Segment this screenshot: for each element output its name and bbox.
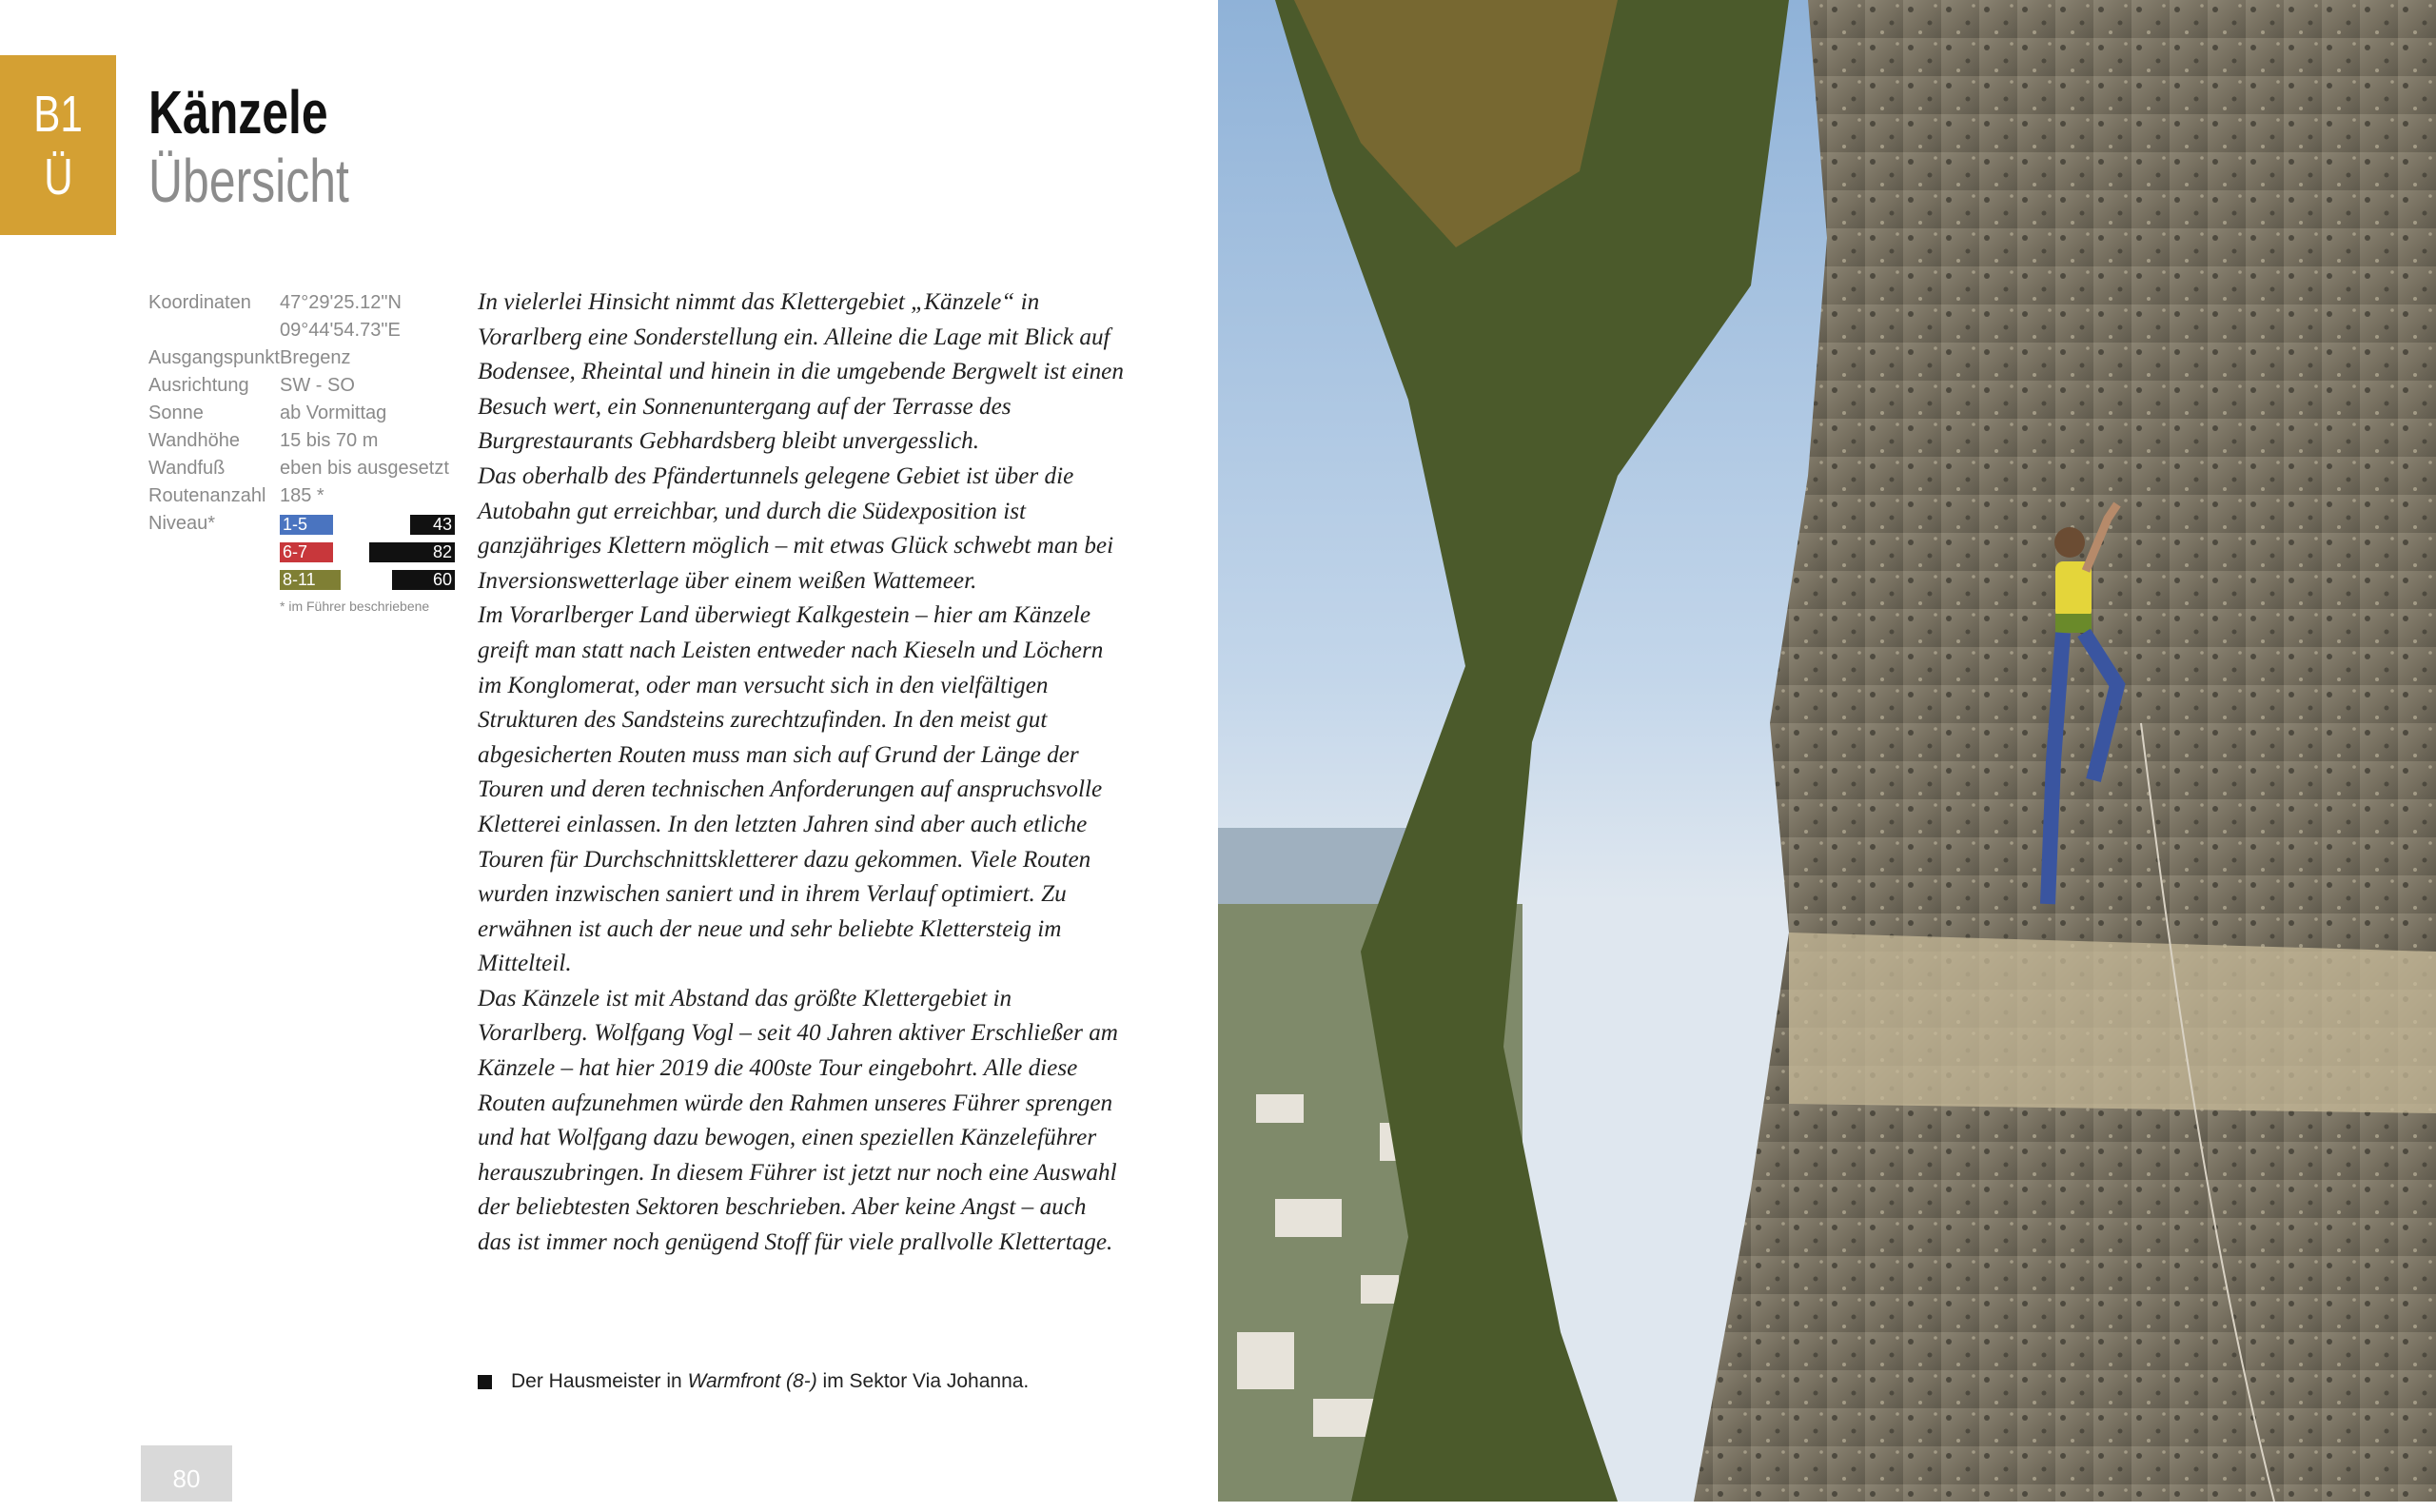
fact-label: Koordinaten	[148, 292, 251, 313]
niveau-label: Niveau*	[148, 513, 216, 534]
facts-table	[148, 289, 455, 616]
section-code: B1	[33, 85, 83, 143]
paragraph: Das oberhalb des Pfändertunnels gelegene Gebiet ist über die Autobahn gut erreichbar, und durch die Südexposition ist ganzjähriges Klettern möglich – mit etwas Glück schwebt man bei Inversionswetterlage über einem weißen Wattemeer.	[478, 462, 1114, 594]
title-block	[148, 78, 405, 215]
niveau-footnote: * im Führer beschriebene	[280, 599, 430, 614]
fact-value: ab Vormittag	[280, 403, 387, 423]
count-bar: 43	[410, 515, 455, 535]
fact-row	[148, 344, 455, 372]
fact-value: Bregenz	[280, 347, 351, 368]
fact-value: 09°44'54.73"E	[280, 320, 401, 341]
niveau-row	[148, 538, 455, 565]
fact-value: eben bis ausgesetzt	[280, 458, 449, 479]
fact-label: Routenanzahl	[148, 485, 266, 506]
fact-row	[148, 455, 455, 482]
count-bar: 60	[392, 570, 455, 590]
fact-label: Ausrichtung	[148, 375, 249, 396]
caption-route: Warmfront (8-)	[687, 1370, 817, 1392]
paragraph: Das Känzele ist mit Abstand das größte Klettergebiet in Vorarlberg. Wolfgang Vogl – seit 40 Jahren aktiver Erschließer am Känzele – hat hier 2019 die 400ste Tour eingebohrt. Alle diese Routen aufzunehmen würde den Rahmen unseres Führer sprengen und hat Wolfgang dazu bewogen, einen speziellen Känzeleführer herauszubringen. In diesem Führer ist jetzt nur noch eine Auswahl der beliebtesten Sektoren beschrieben. Aber keine Angst – auch das ist immer noch genügend Stoff für viele prallvolle Klettertage.	[478, 985, 1118, 1256]
photo-caption	[478, 1370, 1029, 1393]
fact-label	[148, 317, 280, 344]
fact-value: 15 bis 70 m	[280, 430, 379, 451]
fact-row	[148, 427, 455, 455]
body-text	[478, 285, 1125, 1261]
fact-label: Ausgangspunkt	[148, 347, 280, 368]
fact-row	[148, 289, 455, 317]
fact-row	[148, 400, 455, 427]
fact-row	[148, 317, 455, 344]
section-letter: Ü	[43, 147, 73, 206]
fact-label: Wandfuß	[148, 458, 226, 479]
caption-marker-icon	[478, 1375, 492, 1389]
fact-value: 47°29'25.12"N	[280, 292, 402, 313]
page-subtitle: Übersicht	[148, 147, 349, 215]
grade-chip: 1-5	[280, 515, 333, 535]
caption-prefix: Der Hausmeister in	[511, 1370, 688, 1392]
grade-chip: 6-7	[280, 542, 333, 562]
fact-label: Sonne	[148, 403, 204, 423]
paragraph: Im Vorarlberger Land überwiegt Kalkgestein – hier am Känzele greift man statt nach Leisten entweder nach Kieseln und Löchern im Konglomerat, oder man versucht sich in den vielfältigen Strukturen des Sandsteins zurechtzufinden. In den meist gut abgesicherten Routen muss man sich auf Grund der Länge der Touren und deren technischen Anforderungen auf anspruchsvolle Kletterei einlassen. In den letzten Jahren sind aber auch etliche Touren für Durchschnittskletterer dazu gekommen. Viele Routen wurden inzwischen saniert und in ihrem Verlauf optimiert. Zu erwähnen ist auch der neue und sehr beliebte Klettersteig im Mittelteil.	[478, 602, 1104, 977]
caption-text	[511, 1370, 1029, 1393]
niveau-row	[148, 565, 455, 593]
niveau-row	[148, 510, 455, 538]
caption-suffix: im Sektor Via Johanna.	[816, 1370, 1030, 1392]
fact-row	[148, 372, 455, 400]
climber-photo-image	[1218, 0, 2436, 1502]
fact-value: SW - SO	[280, 375, 355, 396]
section-tab	[0, 55, 116, 235]
page-number: 80	[141, 1445, 232, 1502]
fact-label: Wandhöhe	[148, 430, 240, 451]
fact-value: 185 *	[280, 485, 324, 506]
page-title: Känzele	[148, 78, 328, 147]
left-page	[0, 0, 1218, 1502]
count-bar: 82	[369, 542, 455, 562]
fact-row	[148, 482, 455, 510]
paragraph: In vielerlei Hinsicht nimmt das Klettergebiet „Känzele“ in Vorarlberg eine Sonderstellung ein. Alleine die Lage mit Blick auf Bodensee, Rheintal und hinein in die umgebende Bergwelt ist einen Besuch wert, ein Sonnenuntergang auf der Terrasse des Burgrestaurants Gebhardsberg bleibt unvergesslich.	[478, 289, 1124, 455]
grade-chip: 8-11	[280, 570, 341, 590]
sandstone-band	[1789, 933, 2436, 1113]
climber-photo	[1218, 0, 2436, 1502]
